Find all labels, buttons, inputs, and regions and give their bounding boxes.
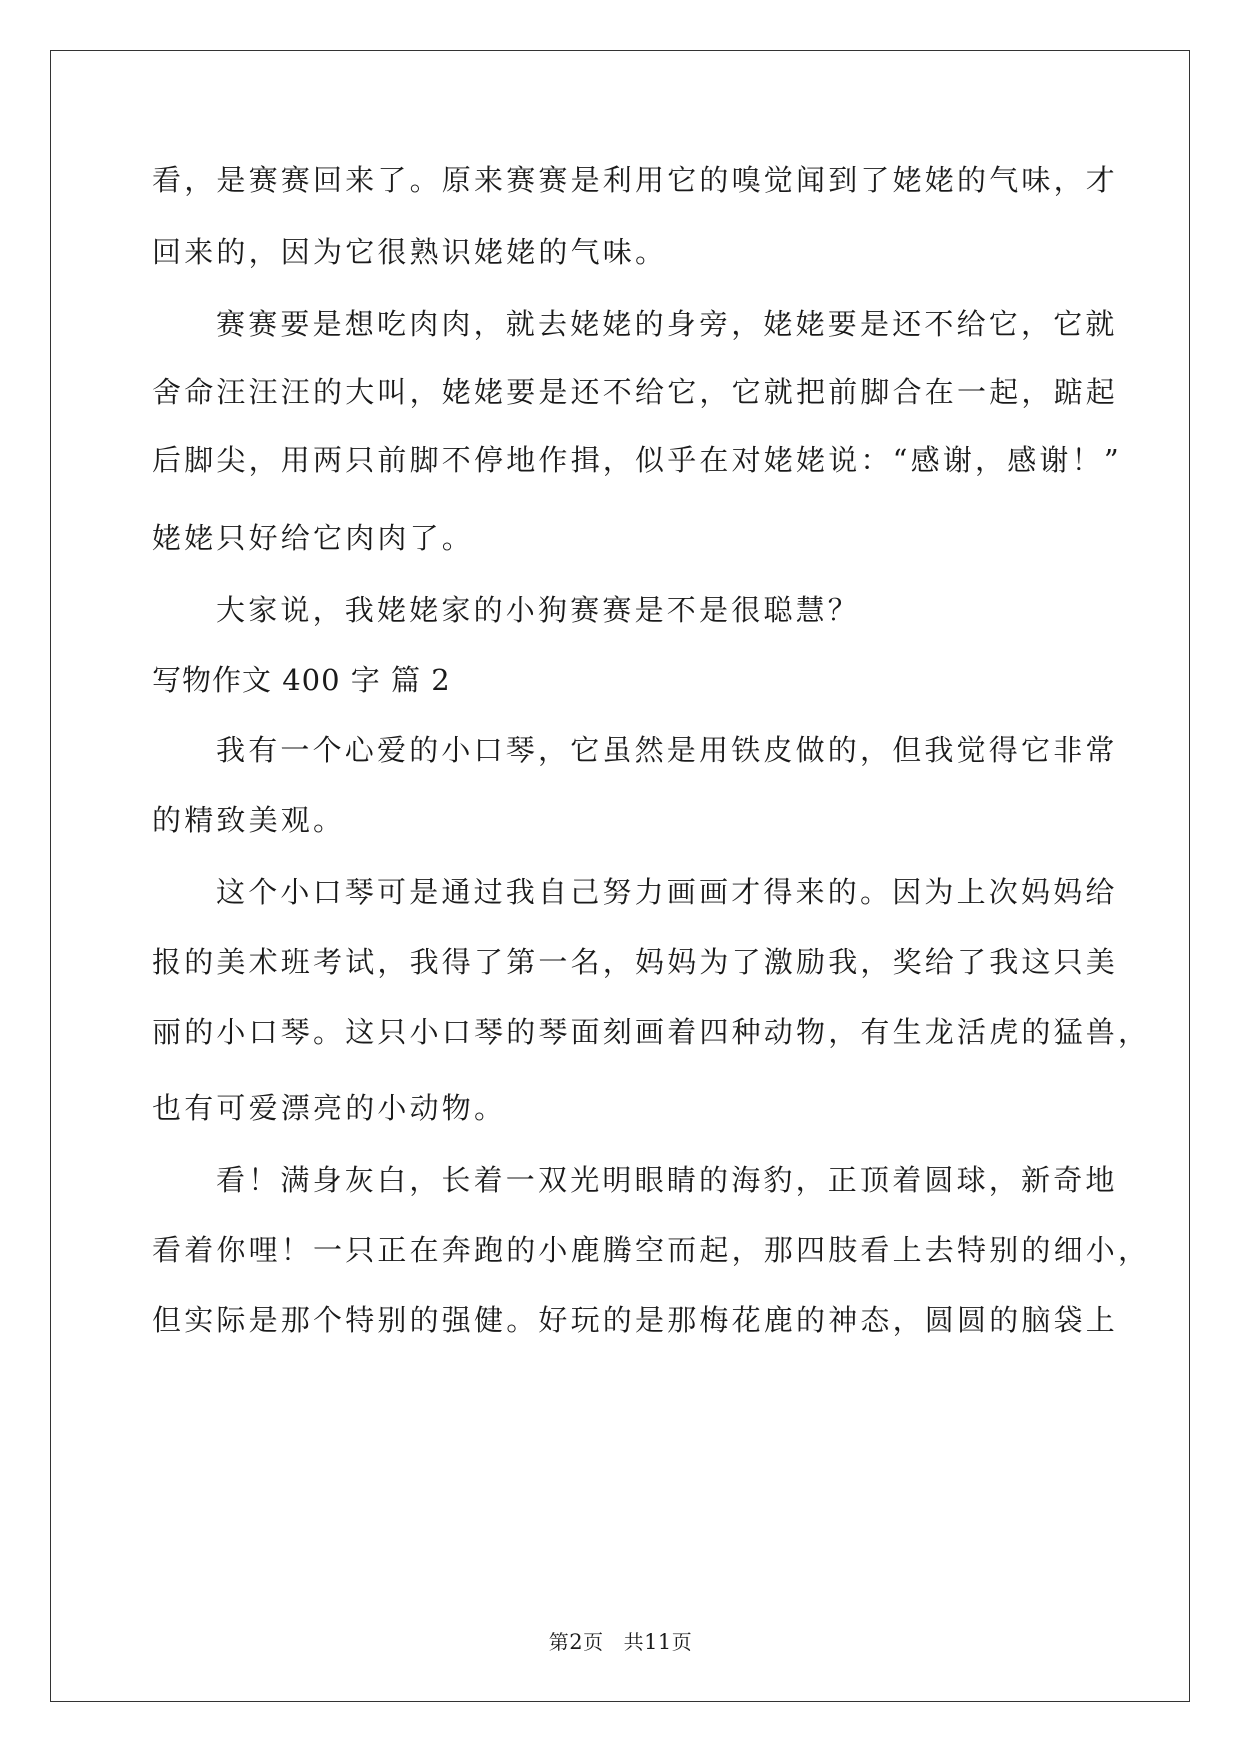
current-page-number: 2 [569,1630,584,1654]
paragraph-start-line: 大家说，我姥姥家的小狗赛赛是不是很聪慧？ [216,593,861,627]
total-suffix: 页 [671,1630,693,1654]
text-line: 的精致美观。 [152,803,346,837]
text-line: 姥姥只好给它肉肉了。 [152,521,475,555]
page-footer [0,1630,1241,1654]
paragraph-start-line: 这个小口琴可是通过我自己努力画画才得来的。因为上次妈妈给 [216,875,1118,909]
text-line: 报的美术班考试，我得了第一名，妈妈为了激励我，奖给了我这只美 [152,945,1119,979]
total-prefix: 共 [623,1630,645,1654]
paragraph-start-line: 我有一个心爱的小口琴，它虽然是用铁皮做的，但我觉得它非常 [216,733,1118,767]
total-page-number: 11 [644,1630,672,1654]
text-line: 看，是赛赛回来了。原来赛赛是利用它的嗅觉闻到了姥姥的气味，才 [152,163,1119,197]
text-line: 但实际是那个特别的强健。好玩的是那梅花鹿的神态，圆圆的脑袋上 [152,1303,1119,1337]
text-line: 舍命汪汪汪的大叫，姥姥要是还不给它，它就把前脚合在一起，踮起 [152,375,1119,409]
text-line: 看着你哩！一只正在奔跑的小鹿腾空而起，那四肢看上去特别的细小， [152,1233,1151,1267]
paragraph-start-line: 看！满身灰白，长着一双光明眼睛的海豹，正顶着圆球，新奇地 [216,1163,1118,1197]
section-heading: 写物作文 400 字 篇 2 [152,663,451,697]
text-line: 也有可爱漂亮的小动物。 [152,1091,507,1125]
page-suffix: 页 [583,1630,604,1654]
text-line: 回来的，因为它很熟识姥姥的气味。 [152,235,668,269]
paragraph-start-line: 赛赛要是想吃肉肉，就去姥姥的身旁，姥姥要是还不给它，它就 [216,307,1118,341]
text-line: 后脚尖，用两只前脚不停地作揖，似乎在对姥姥说：“感谢，感谢！” [152,443,1122,477]
text-line: 丽的小口琴。这只小口琴的琴面刻画着四种动物，有生龙活虎的猛兽， [152,1015,1151,1049]
page-prefix: 第 [548,1630,570,1654]
